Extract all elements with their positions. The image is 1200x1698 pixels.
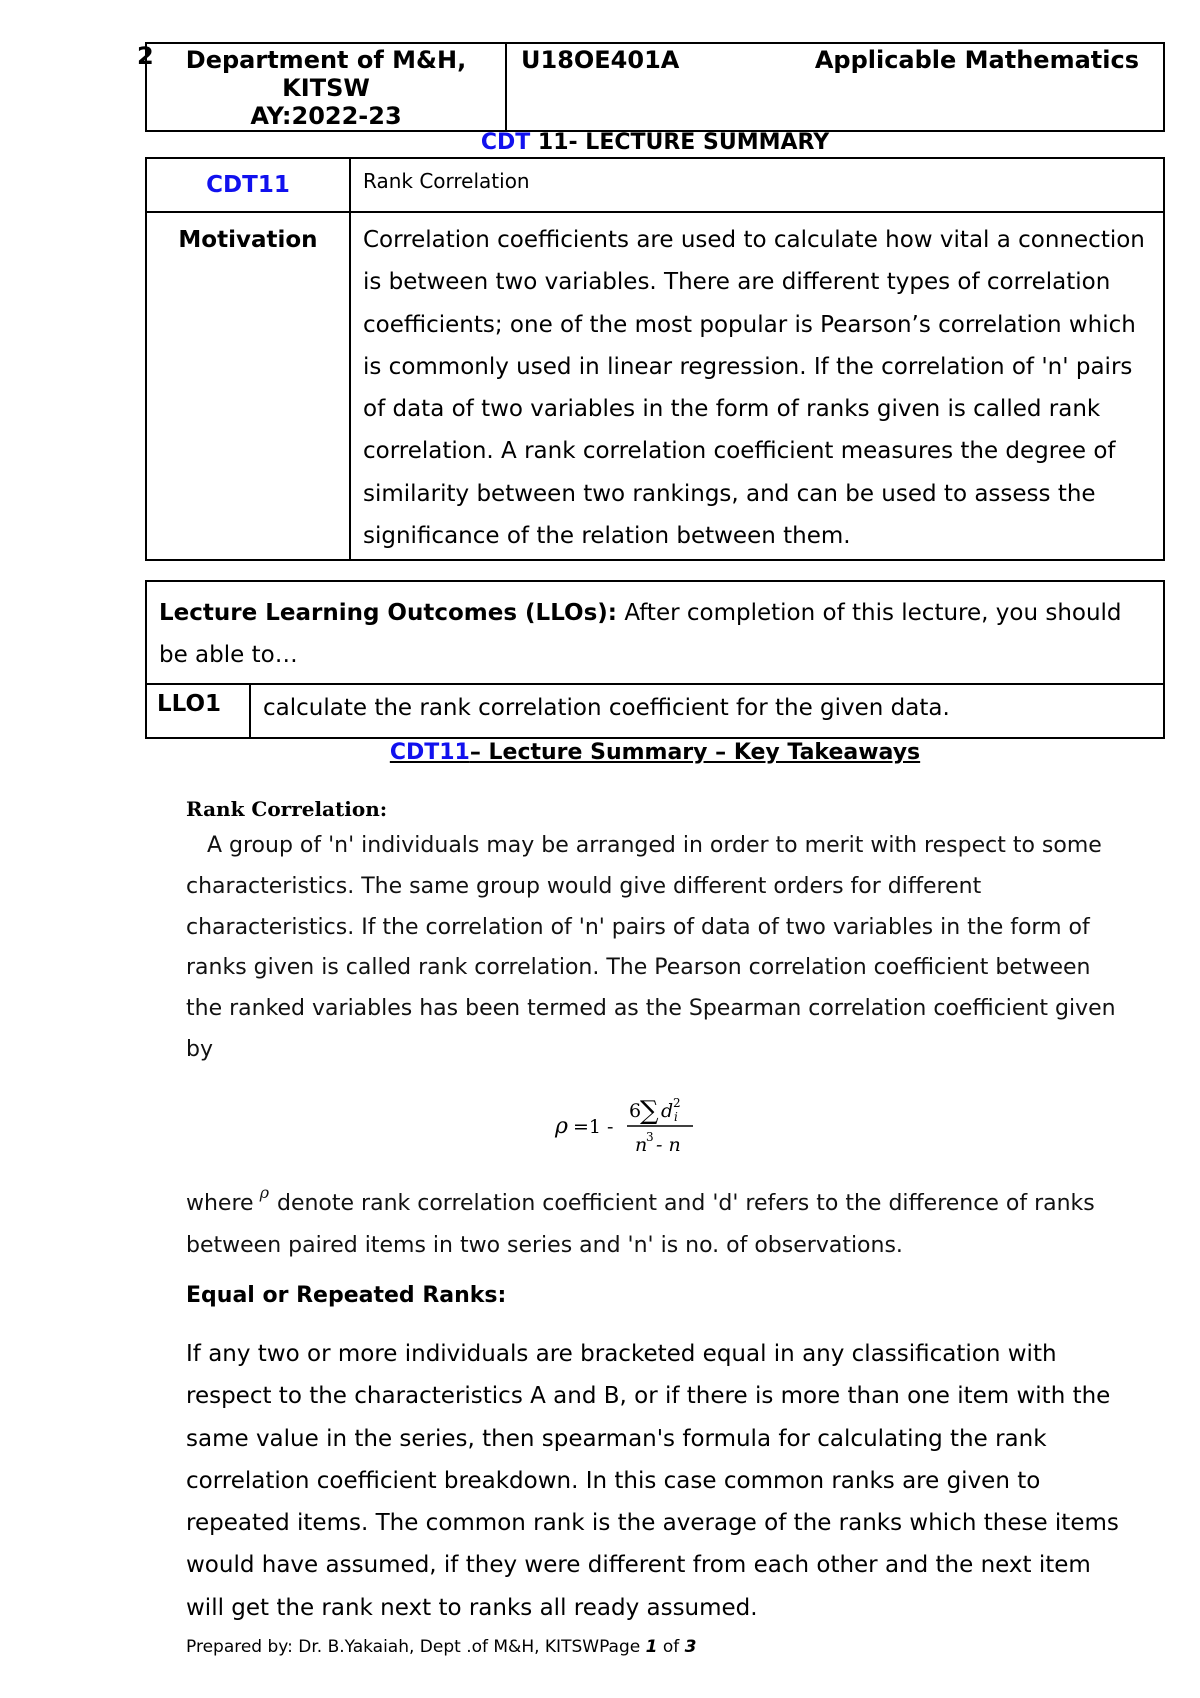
department-cell bbox=[146, 43, 506, 131]
rank-correlation-body bbox=[186, 826, 1126, 1071]
spearman-formula bbox=[545, 1090, 705, 1162]
llo-intro bbox=[146, 581, 1164, 684]
formula-numerator-coef: 6 bbox=[629, 1100, 642, 1122]
llo-text: calculate the rank correlation coefficient for the given data. bbox=[250, 684, 1164, 738]
subject-name: Applicable Mathematics bbox=[814, 46, 1139, 74]
rank-correlation-text: A group of 'n' individuals may be arranged in order to merit with respect to some characteristics. The same group would give different orders for different characteristics. If the correlation of 'n' pairs of data of two variables in the form of ranks given is called rank correlation. The Pearson correlation coefficient between the ranked variables has been termed as the Spearman correlation coefficient given by bbox=[186, 833, 1116, 1062]
formula-denominator-sup: 3 bbox=[646, 1130, 654, 1144]
key-takeaways-title bbox=[145, 740, 1165, 765]
formula-rho: ρ bbox=[555, 1114, 568, 1139]
where-prefix: where bbox=[186, 1191, 254, 1216]
academic-year: AY:2022-23 bbox=[250, 102, 402, 130]
summary-table bbox=[145, 157, 1165, 561]
formula-numerator-sup: 2 bbox=[673, 1096, 681, 1110]
llo-code: LLO1 bbox=[146, 684, 250, 738]
page-current: 1 bbox=[645, 1637, 658, 1657]
document-header bbox=[145, 42, 1165, 132]
repeated-ranks-heading: Equal or Repeated Ranks: bbox=[186, 1283, 507, 1308]
key-takeaways-title-text: – Lecture Summary – Key Takeaways bbox=[469, 740, 921, 765]
key-takeaways-prefix: CDT11 bbox=[389, 740, 470, 765]
rho-symbol: ρ bbox=[259, 1183, 269, 1202]
motivation-text: Correlation coefficients are used to calculate how vital a connection is between two variables. There are different types of correlation coefficients; one of the most popular is Pearson’s correlation which is commonly used in linear regression. If the correlation of 'n' pairs of data of two variables in the form of ranks given is called rank correlation. A rank correlation coefficient measures the degree of similarity between two rankings, and can be used to assess the significance of the relation between them. bbox=[350, 212, 1164, 560]
prepared-by: Prepared by: Dr. B.Yakaiah, Dept .of M&H, KITSW bbox=[186, 1637, 600, 1657]
llo-intro-heading: Lecture Learning Outcomes (LLOs): bbox=[159, 600, 618, 626]
cdt-label: CDT11 bbox=[146, 158, 350, 212]
page-footer bbox=[186, 1637, 697, 1657]
cdt-prefix: CDT bbox=[480, 130, 531, 155]
lecture-summary-title bbox=[145, 129, 1165, 157]
repeated-ranks-body: If any two or more individuals are bracketed equal in any classification with respect to the characteristics A and B, or if there is more than one item with the same value in the series, then spearman's formula for calculating the rank correlation coefficient breakdown. In this case common ranks are given to repeated items. The common rank is the average of the ranks which these items would have assumed, if they were different from each other and the next item will get the rank next to ranks all ready assumed. bbox=[186, 1341, 1119, 1621]
lecture-summary-title-text: 11- LECTURE SUMMARY bbox=[530, 130, 830, 155]
formula-numerator-var: d bbox=[661, 1100, 674, 1122]
learning-outcomes-table bbox=[145, 580, 1165, 739]
of-label: of bbox=[662, 1637, 680, 1657]
institution-name: KITSW bbox=[282, 74, 370, 102]
page-number: 2 bbox=[137, 42, 154, 70]
llo-intro-text: After completion of this lecture, you should be able to… bbox=[159, 600, 1122, 669]
topic-title: Rank Correlation bbox=[350, 158, 1164, 212]
course-code: U18OE401A bbox=[521, 46, 680, 74]
page-label: Page bbox=[599, 1637, 641, 1657]
where-text: denote rank correlation coefficient and 'd' refers to the difference of ranks between paired items in two series and 'n' is no. of observations. bbox=[186, 1191, 1095, 1258]
page-total: 3 bbox=[684, 1637, 697, 1657]
formula-sum-symbol: ∑ bbox=[640, 1096, 659, 1126]
course-cell bbox=[506, 43, 1164, 131]
department-name: Department of M&H, bbox=[185, 46, 467, 74]
formula-explanation bbox=[186, 1184, 1126, 1266]
rank-correlation-heading: Rank Correlation: bbox=[186, 797, 388, 821]
formula-numerator-sub: i bbox=[674, 1110, 678, 1124]
formula-denominator-var: n bbox=[635, 1134, 648, 1156]
motivation-label: Motivation bbox=[146, 212, 350, 560]
formula-denominator-rest: - n bbox=[656, 1134, 681, 1156]
formula-equals-one-minus: =1 - bbox=[573, 1116, 614, 1138]
